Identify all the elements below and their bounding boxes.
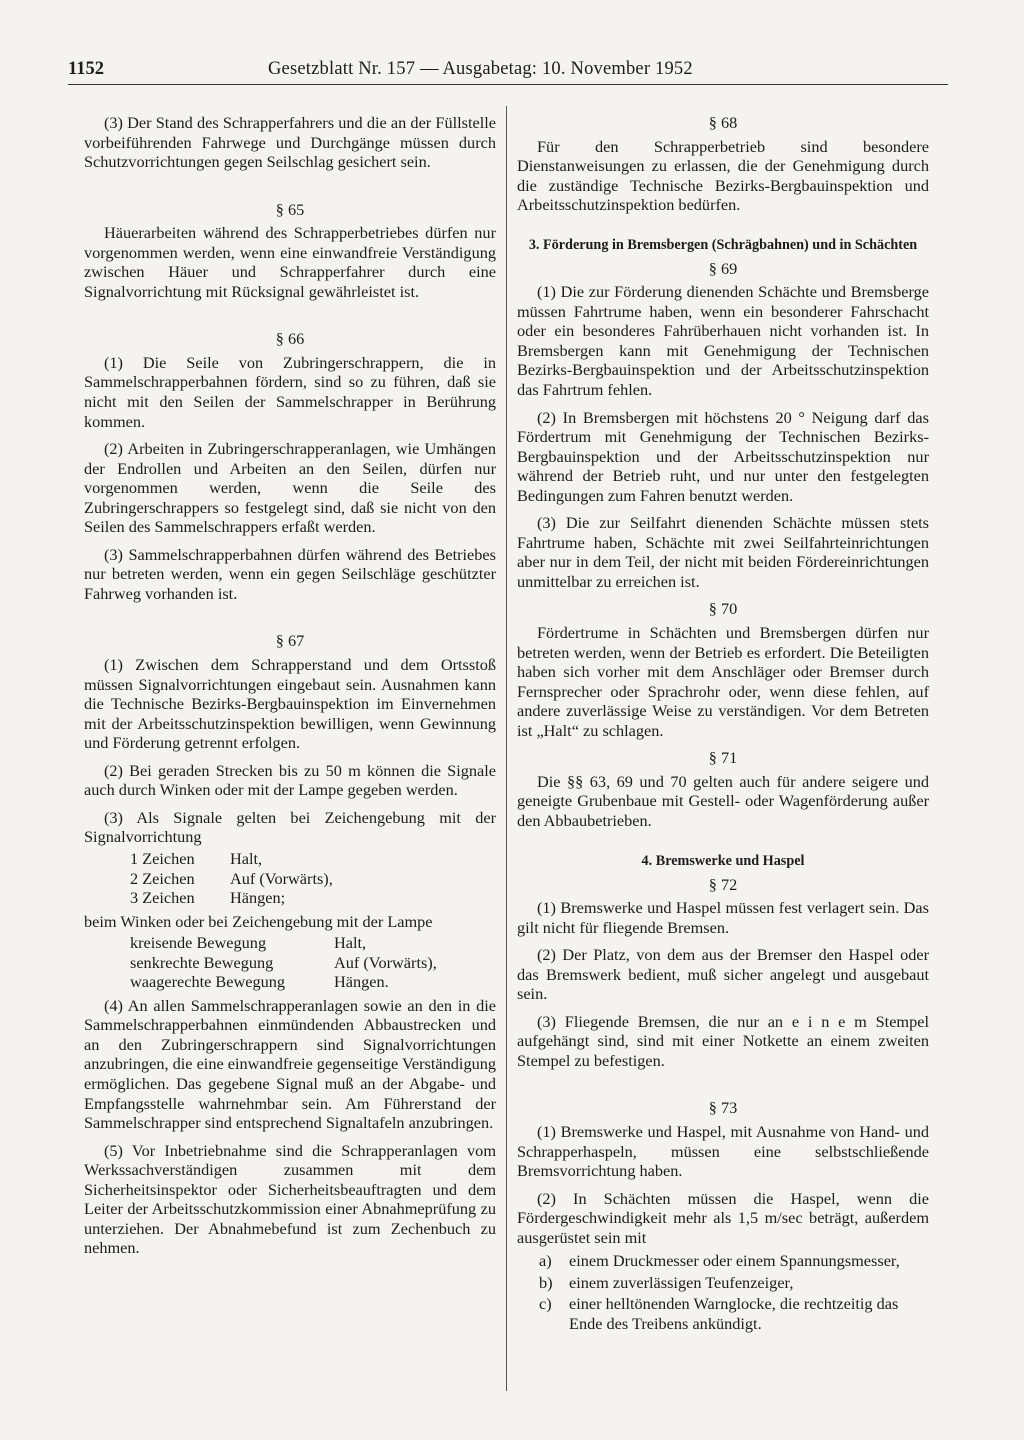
page-number: 1152: [68, 59, 104, 79]
signal-row: [84, 869, 333, 889]
paragraph-64-3: (3) Der Stand des Schrapperfahrers und die an der Füllstelle vorbeiführenden Fahrwege und Durchgänge müssen durch Schutzvorrichtungen gegen Seilschlag gesichert sein.: [84, 113, 496, 172]
signal-row: [84, 933, 437, 953]
signal-key: 2 Zeichen: [130, 868, 195, 888]
paragraph-67-3-lamp: beim Winken oder bei Zeichengebung mit der Lampe: [84, 911, 433, 931]
paragraph-67-2: (2) Bei geraden Strecken bis zu 50 m können die Signale auch durch Winken oder mit der Lampe gegeben werden.: [84, 760, 496, 800]
list-marker: c): [539, 1294, 552, 1314]
signal-value: Auf (Vorwärts),: [334, 952, 437, 972]
paragraph-69-1: (1) Die zur Förderung dienenden Schächte und Bremsberge müssen Fahrtrume haben, wenn ein besonderer Fahrschacht oder ein besonderes Fahrüberhauen nicht vorhanden ist. In Bremsbergen kann mit Genehmigung der Technischen Bezirks-Bergbauinspektion und der Arbeitsschutzinspektion das Fahrtrum fehlen.: [517, 282, 929, 400]
signal-key: waagerechte Bewegung: [130, 972, 286, 992]
signal-row: [84, 953, 437, 973]
list-item: [517, 1251, 929, 1271]
signal-row: [84, 888, 333, 908]
section-71-heading: § 71: [708, 748, 738, 768]
section-69-heading: § 69: [708, 258, 738, 278]
list-marker: a): [539, 1251, 552, 1271]
right-column: [517, 113, 929, 1335]
section-65-heading: § 65: [275, 199, 305, 219]
paragraph-72-2: (2) Der Platz, von dem aus der Bremser den Haspel oder das Bremswerk bedient, muß sicher angelegt und ausgebaut sein.: [517, 945, 929, 1004]
signal-value: Hängen.: [334, 972, 389, 992]
paragraph-65: Häuerarbeiten während des Schrapperbetriebes dürfen nur vorgenommen werden, wenn eine einwandfreie Verständigung zwischen Häuer und Schrapperfahrer durch eine Signalvorrichtung mit Rücksignal gewährleistet ist.: [84, 223, 496, 301]
left-column: [84, 113, 496, 1266]
paragraph-73-2: (2) In Schächten müssen die Haspel, wenn die Fördergeschwindigkeit mehr als 1,5 m/sec beträgt, außerdem ausgerüstet sein mit: [517, 1188, 929, 1247]
section-68-heading: § 68: [708, 113, 738, 132]
paragraph-70: Fördertrume in Schächten und Bremsbergen dürfen nur betreten werden, wenn der Betrieb es erfordert. Die Beteiligten haben sich vorher mit dem Anschläger oder Bremser durch Fernsprecher oder Sprachrohr oder, wenn diese fehlen, auf andere zuverlässige Weise zu verständigen. Vor dem Betreten ist „Halt“ zu schlagen.: [517, 623, 929, 740]
signal-key: senkrechte Bewegung: [130, 952, 274, 972]
list-text: einer helltönenden Warnglocke, die rechtzeitig das Ende des Treibens ankündigt.: [569, 1294, 899, 1333]
paragraph-72-3: (3) Fliegende Bremsen, die nur an e i n e m Stempel aufgehängt sind, sind mit einer Notkette an einem zweiten Stempel zu befestigen.: [517, 1011, 929, 1070]
section-66-heading: § 66: [275, 329, 305, 349]
signal-table-lamp: [84, 933, 437, 992]
signal-row: [84, 972, 437, 992]
subheading-4: 4. Bremswerke und Haspel: [641, 852, 805, 869]
list-item: [517, 1273, 929, 1293]
list-item: [517, 1294, 929, 1333]
section-72-heading: § 72: [708, 874, 738, 894]
signal-key: 3 Zeichen: [130, 888, 195, 908]
paragraph-72-1: (1) Bremswerke und Haspel müssen fest verlagert sein. Das gilt nicht für fliegende Bremsen.: [517, 898, 929, 937]
header-title: Gesetzblatt Nr. 157 — Ausgabetag: 10. November 1952: [268, 59, 693, 79]
list-text: einem zuverlässigen Teufenzeiger,: [569, 1272, 794, 1292]
paragraph-67-5: (5) Vor Inbetriebnahme sind die Schrapperanlagen vom Werkssachverständigen zusammen mit dem Sicherheitsinspektor oder Sicherheitsbeauftragten und dem Leiter der Arbeitsschutzkommission einer Abnahmeprüfung zu unterziehen. Der Abnahmebefund ist zum Zechenbuch zu nehmen.: [84, 1140, 496, 1258]
paragraph-66-2: (2) Arbeiten in Zubringerschrapperanlagen, wie Umhängen der Endrollen und Arbeiten an den Seilen, dürfen nur vorgenommen werden, wenn die Seile des Zubringerschrappers so festgelegt sind, daß sie nicht von den Seilen des Sammelschrappers erfaßt werden.: [84, 439, 496, 537]
paragraph-67-1: (1) Zwischen dem Schrapperstand und dem Ortsstoß müssen Signalvorrichtungen eingebaut sein. Ausnahmen kann die Technische Bezirks-Bergbauinspektion im Einvernehmen mit der Arbeitsschutzinspektion bewilligen, wenn Gewinnung und Förderung getrennt erfolgen.: [84, 655, 496, 753]
list-text: einem Druckmesser oder einem Spannungsmesser,: [569, 1251, 900, 1271]
signal-table-device: [84, 849, 333, 908]
subheading-3: 3. Förderung in Bremsbergen (Schrägbahnen) und in Schächten: [528, 236, 918, 253]
signal-value: Hängen;: [230, 888, 286, 908]
section-70-heading: § 70: [708, 599, 738, 619]
paragraph-68: Für den Schrapperbetrieb sind besondere Dienstanweisungen zu erlassen, die der Genehmigung durch die zuständige Technische Bezirks-Bergbauinspektion und Arbeitsschutzinspektion bedürfen.: [517, 136, 929, 215]
paragraph-69-2: (2) In Bremsbergen mit höchstens 20 ° Neigung darf das Fördertrum mit Genehmigung der Technischen Bezirks-Bergbauinspektion und der Arbeitsschutzinspektion nur während der Betrieb ruht, und nur unter den festgelegten Bedingungen zum Fahren benutzt werden.: [517, 407, 929, 505]
signal-value: Auf (Vorwärts),: [230, 868, 333, 888]
signal-row: [84, 849, 333, 869]
page-header: [68, 56, 948, 86]
section-73-heading: § 73: [708, 1098, 738, 1118]
signal-value: Halt,: [334, 933, 367, 953]
header-rule: [68, 84, 948, 85]
list-marker: b): [539, 1272, 553, 1292]
paragraph-69-3: (3) Die zur Seilfahrt dienenden Schächte müssen stets Fahrtrume haben, Schächte mit zwei Seilfahrteinrichtungen aber nur in dem Teil, der nicht mit beiden Fördereinrichtungen unmittelbar zu erreichen ist.: [517, 513, 929, 591]
column-divider: [506, 106, 507, 1391]
section-67-heading: § 67: [275, 631, 305, 651]
paragraph-67-3: (3) Als Signale gelten bei Zeichengebung mit der Signalvorrichtung: [84, 807, 496, 847]
signal-key: kreisende Bewegung: [130, 933, 267, 953]
paragraph-66-1: (1) Die Seile von Zubringerschrappern, die in Sammelschrapperbahnen fördern, sind so zu führen, daß sie nicht mit den Seilen der Sammelschrapper in Berührung kommen.: [84, 352, 496, 431]
paragraph-73-1: (1) Bremswerke und Haspel, mit Ausnahme von Hand- und Schrapperhaspeln, müssen eine selbstschließende Bremsvorrichtung haben.: [517, 1121, 929, 1181]
signal-key: 1 Zeichen: [130, 848, 195, 868]
paragraph-67-4: (4) An allen Sammelschrapperanlagen sowie an den in die Sammelschrapperbahnen einmündenden Abbaustrecken und an den Zubringerschrappern sind Signalvorrichtungen anzubringen, die eine einwandfreie gegenseitige Verständigung ermöglichen. Das gegebene Signal muß an der Abgabe- und Empfangsstelle wahrnehmbar sein. Am Führerstand der Sammelschrapper sind entsprechend Signaltafeln anzubringen.: [84, 995, 497, 1133]
paragraph-71: Die §§ 63, 69 und 70 gelten auch für andere seigere und geneigte Grubenbaue mit Gestell- oder Wagenförderung außer den Abbaubetrieben.: [517, 771, 929, 830]
signal-value: Halt,: [230, 848, 263, 868]
paragraph-66-3: (3) Sammelschrapperbahnen dürfen während des Betriebes nur betreten werden, wenn ein gegen Seilschläge geschützter Fahrweg vorhanden ist.: [84, 544, 496, 603]
